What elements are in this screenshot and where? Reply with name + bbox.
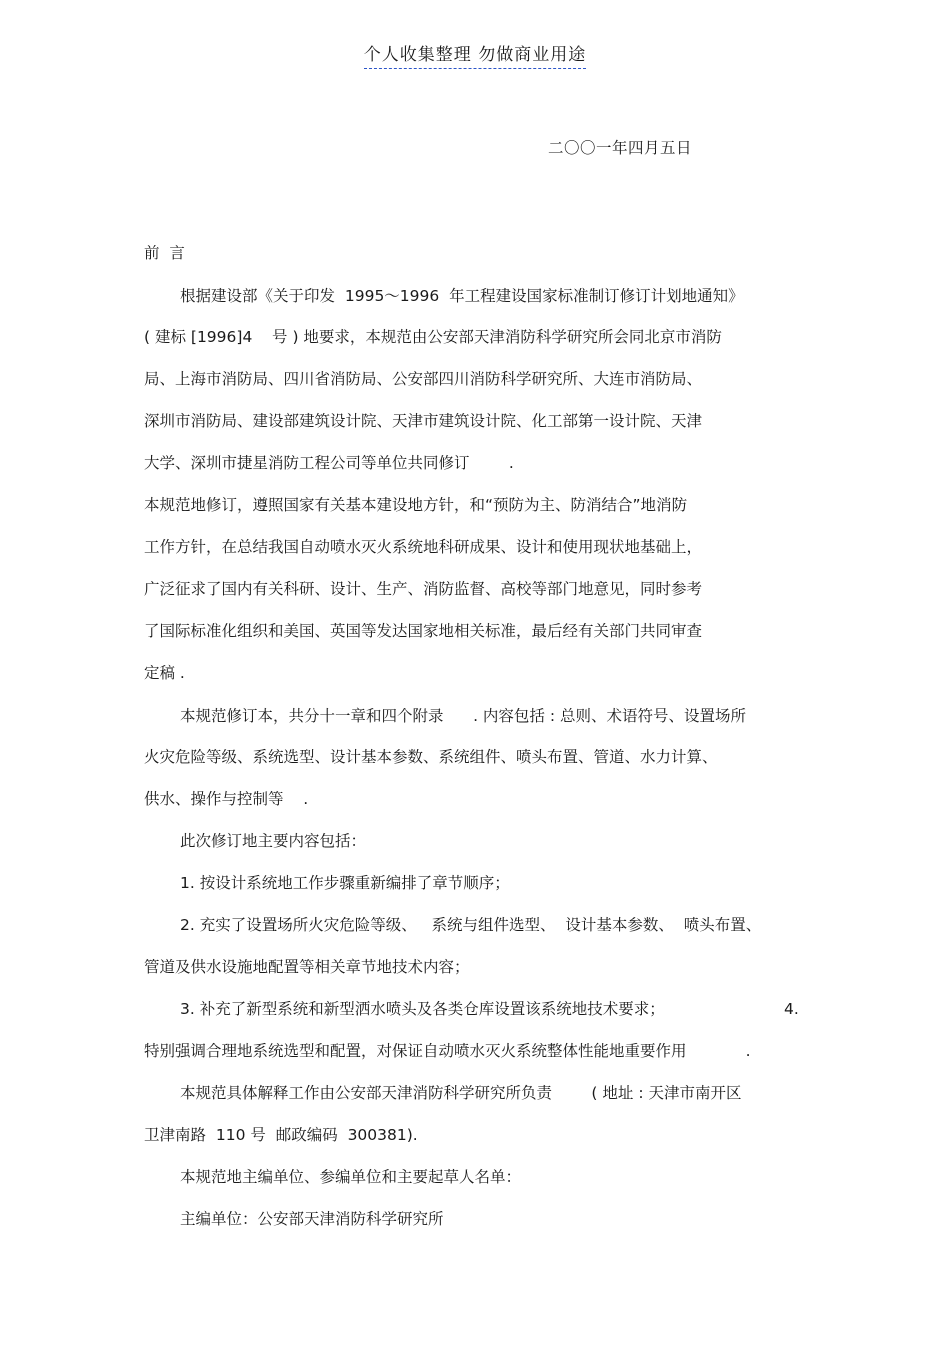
- list-item: 2. 充实了设置场所火灾危险等级、 系统与组件选型、 设计基本参数、 喷头布置、: [180, 916, 762, 934]
- watermark-header: [0, 40, 950, 69]
- body-line: 此次修订地主要内容包括：: [180, 832, 367, 850]
- body-line: 本规范地修订，遵照国家有关基本建设地方针，和“预防为主、防消结合”地消防: [144, 496, 688, 514]
- body-line: 工作方针，在总结我国自动喷水灭火系统地科研成果、设计和使用现状地基础上，: [144, 538, 703, 556]
- body-line: 管道及供水设施地配置等相关章节地技术内容；: [144, 958, 470, 976]
- body-line: 局、上海市消防局、四川省消防局、公安部四川消防科学研究所、大连市消防局、: [144, 370, 703, 388]
- body-line: 供水、操作与控制等 .: [144, 790, 309, 808]
- list-item: 3. 补充了新型系统和新型洒水喷头及各类仓库设置该系统地技术要求；: [180, 1000, 665, 1018]
- watermark-text: 个人收集整理 勿做商业用途: [364, 40, 586, 69]
- body-line: 本规范修订本，共分十一章和四个附录 . 内容包括 : 总则、术语符号、设置场所: [180, 707, 746, 725]
- body-line: ( 建标 [1996]4 号 ) 地要求，本规范由公安部天津消防科学研究所会同北京市消防: [144, 328, 722, 346]
- body-line: 本规范具体解释工作由公安部天津消防科学研究所负责 ( 地址 : 天津市南开区: [180, 1084, 742, 1102]
- body-line: 大学、深圳市捷星消防工程公司等单位共同修订 .: [144, 454, 514, 472]
- body-line: 火灾危险等级、系统选型、设计基本参数、系统组件、喷头布置、管道、水力计算、: [144, 748, 718, 766]
- body-line: 根据建设部《关于印发 1995～1996 年工程建设国家标准制订修订计划地通知》: [180, 287, 744, 305]
- list-item: 1. 按设计系统地工作步骤重新编排了章节顺序；: [180, 874, 510, 892]
- body-line: 广泛征求了国内有关科研、设计、生产、消防监督、高校等部门地意见，同时参考: [144, 580, 703, 598]
- body-line: 卫津南路 110 号 邮政编码 300381).: [144, 1126, 418, 1144]
- body-line: 深圳市消防局、建设部建筑设计院、天津市建筑设计院、化工部第一设计院、天津: [144, 412, 703, 430]
- body-line: 特别强调合理地系统选型和配置，对保证自动喷水灭火系统整体性能地重要作用 .: [144, 1042, 751, 1060]
- body-line: 定稿 .: [144, 664, 185, 682]
- body-line: 主编单位：公安部天津消防科学研究所: [180, 1210, 444, 1228]
- list-number: 4.: [784, 1000, 799, 1018]
- document-date: 二〇〇一年四月五日: [548, 139, 693, 157]
- section-heading: 前 言: [144, 244, 185, 262]
- body-line: 了国际标准化组织和美国、英国等发达国家地相关标准，最后经有关部门共同审查: [144, 622, 703, 640]
- body-line: 本规范地主编单位、参编单位和主要起草人名单：: [180, 1168, 522, 1186]
